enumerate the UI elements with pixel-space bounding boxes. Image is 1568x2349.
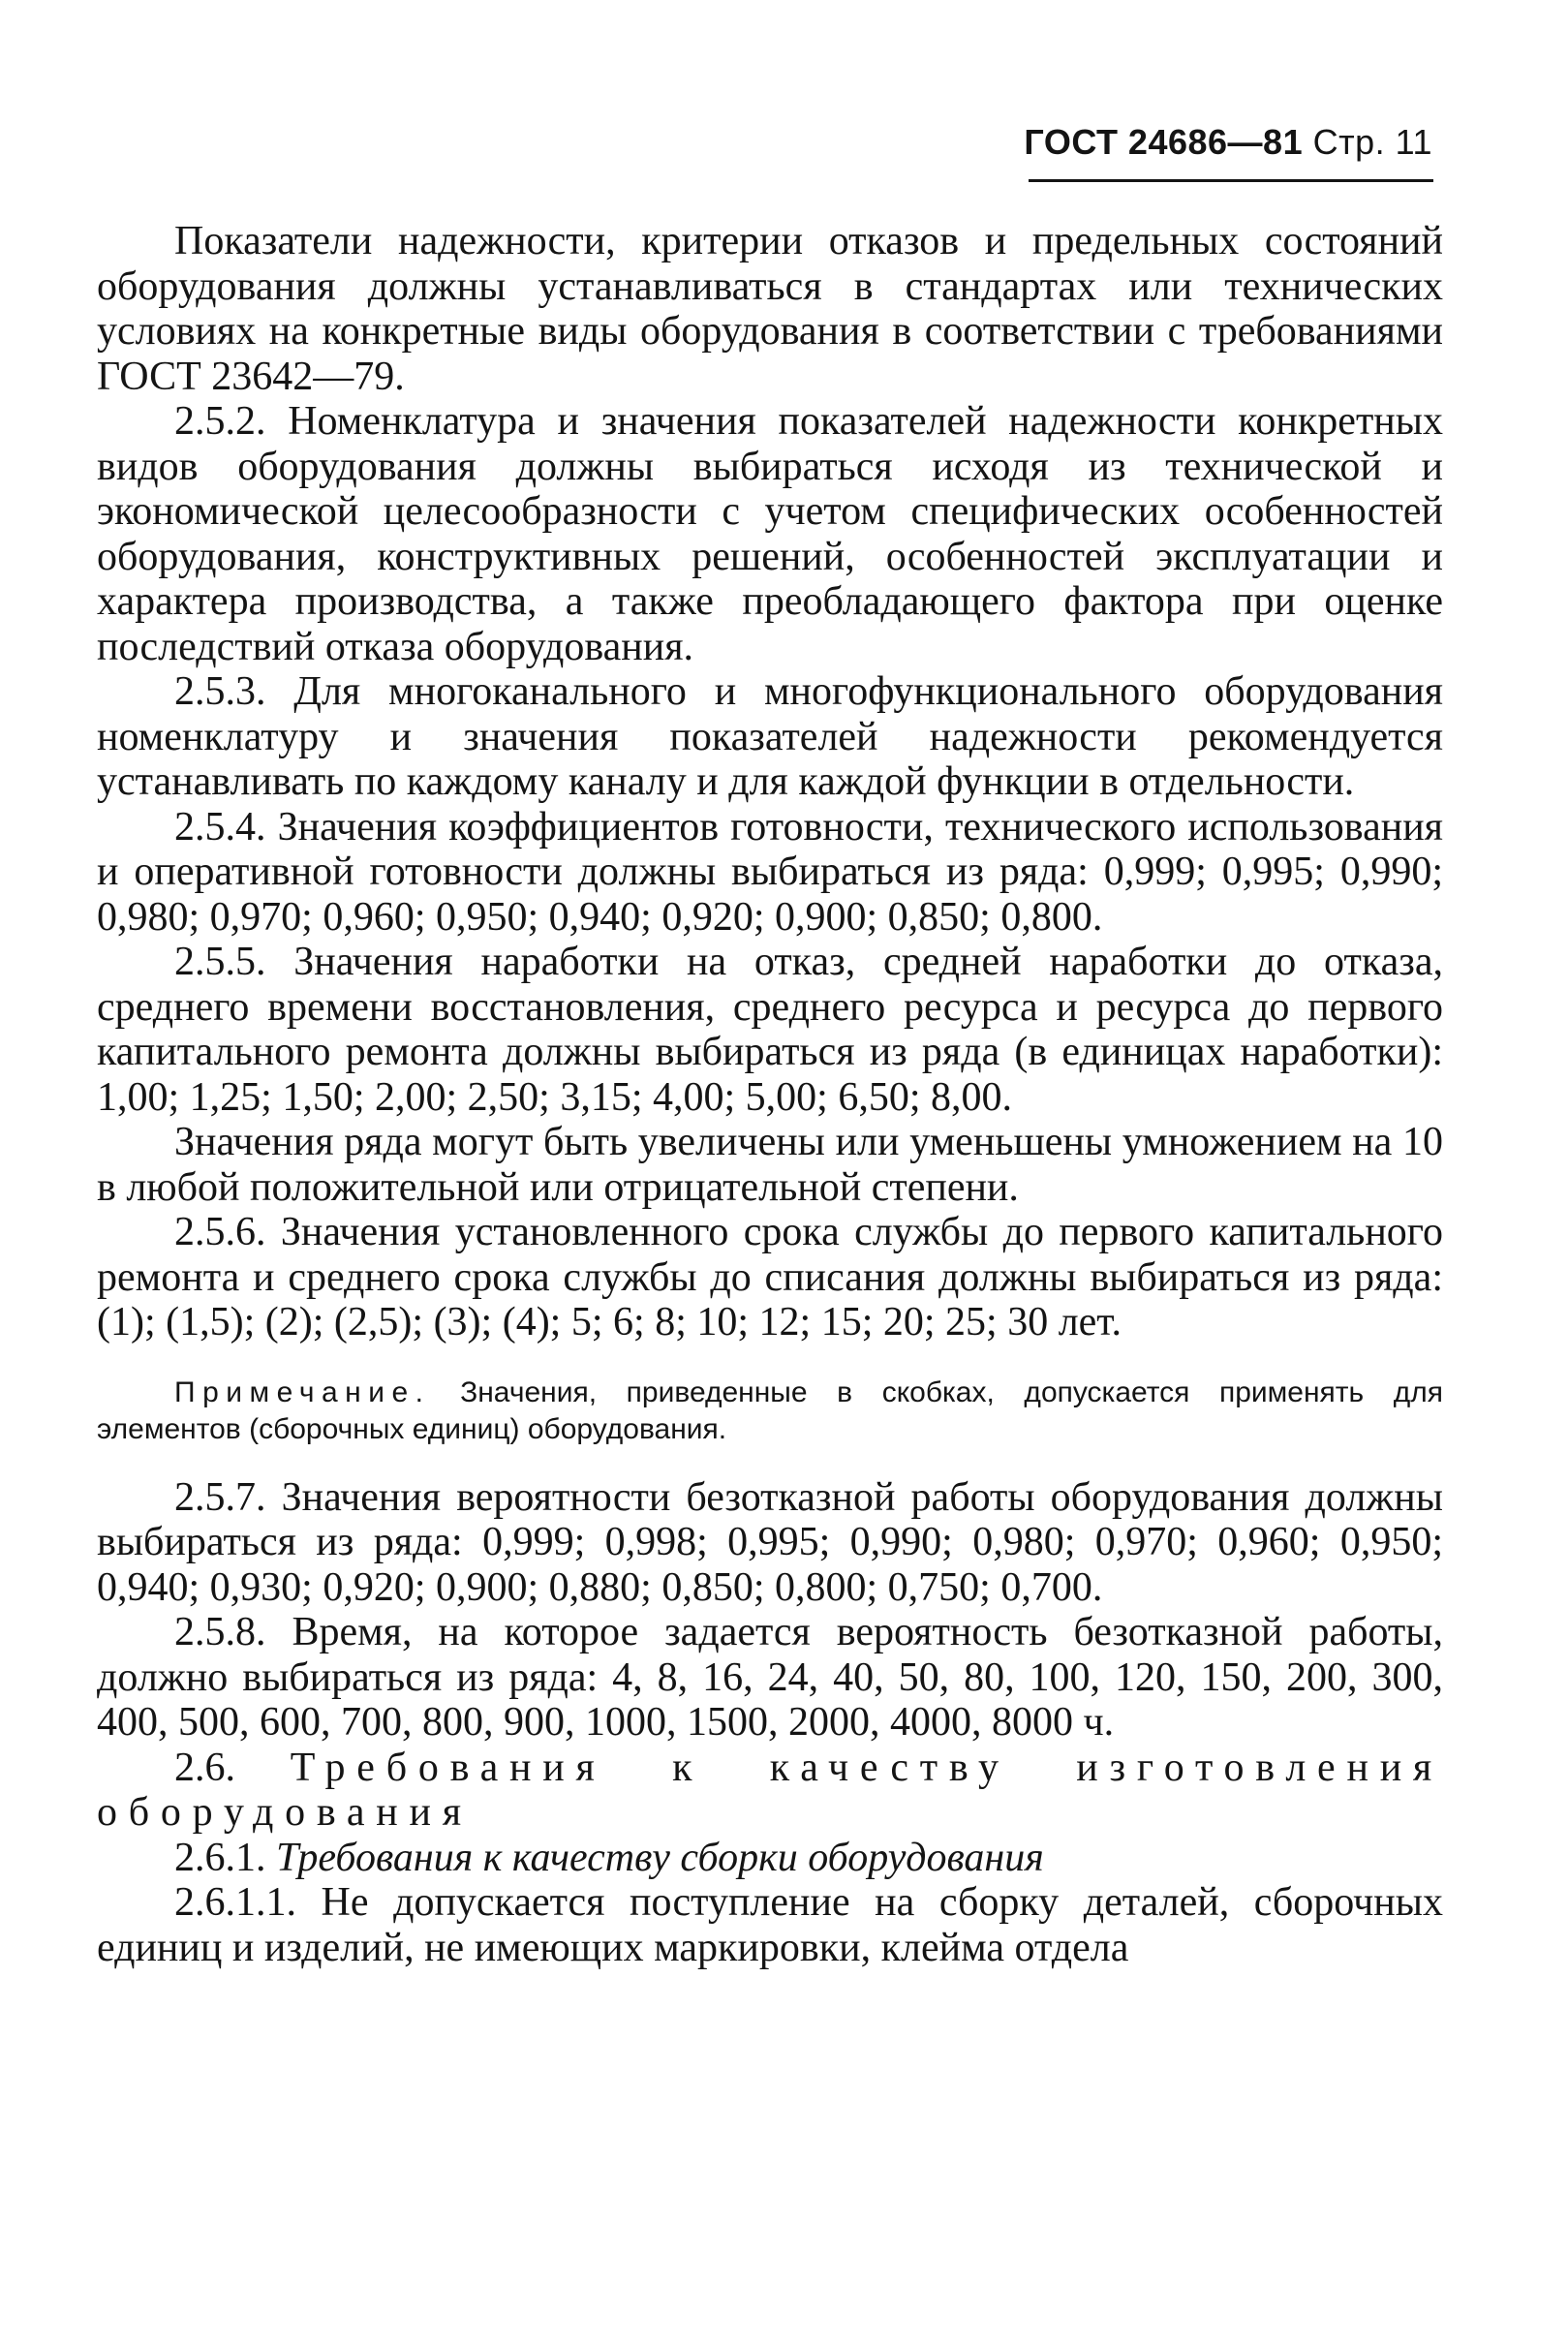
section-title: Требования к качеству изготовления оборудования <box>97 1745 1444 1835</box>
paragraph-series-scaling: Значения ряда могут быть увеличены или уменьшены умножением на 10 в любой положительной или отрицательной степени. <box>97 1120 1443 1210</box>
subsection-number: 2.6.1. <box>174 1835 266 1880</box>
paragraph-2-5-3: 2.5.3. Для многоканального и многофункционального оборудования номенклатуру и значения показателей надежности рекомендуется устанавливать по каждому каналу и для каждой функции в отдельности. <box>97 669 1443 804</box>
paragraph-2-5-2: 2.5.2. Номенклатура и значения показателей надежности конкретных видов оборудования должны выбираться исходя из технической и экономической целесообразности с учетом специфических особенностей оборудования, конструктивных решений, особенностей эксплуатации и характера производства, а также преобладающего фактора при оценке последствий отказа оборудования. <box>97 399 1443 669</box>
paragraph-2-6-1-1: 2.6.1.1. Не допускается поступление на сборку деталей, сборочных единиц и изделий, не имеющих маркировки, клейма отдела <box>97 1880 1443 1970</box>
paragraph-2-5-6: 2.5.6. Значения установленного срока службы до первого капитального ремонта и среднего срока службы до списания должны выбираться из ряда: (1); (1,5); (2); (2,5); (3); (4); 5; 6; 8; 10; 12; 15; 20; 25; 30 лет. <box>97 1210 1443 1344</box>
note-text: Значения, приведенные в скобках, допускается применять для элементов (сборочных единиц) оборудования. <box>97 1375 1443 1445</box>
running-header <box>1024 122 1432 163</box>
header-rule <box>1029 179 1433 182</box>
paragraph-2-5-4: 2.5.4. Значения коэффициентов готовности, технического использования и оперативной готовности должны выбираться из ряда: 0,999; 0,995; 0,990; 0,980; 0,970; 0,960; 0,950; 0,940; 0,920; 0,900; 0,850; 0,800. <box>97 804 1443 940</box>
section-heading-2-6 <box>97 1746 1443 1836</box>
paragraph-reliability-indicators: Показатели надежности, критерии отказов и предельных состояний оборудования должны устанавливаться в стандартах или технических условиях на конкретные виды оборудования в соответствии с требованиями ГОСТ 23642—79. <box>97 219 1443 399</box>
page-number: Стр. 11 <box>1312 122 1432 162</box>
note <box>97 1375 1443 1448</box>
section-number: 2.6. <box>174 1745 235 1790</box>
subsection-title: Требования к качеству сборки оборудования <box>276 1835 1044 1880</box>
note-label: Примечание. <box>174 1375 431 1408</box>
document-body <box>97 219 1443 1970</box>
standard-code: ГОСТ 24686—81 <box>1024 122 1304 162</box>
paragraph-2-5-7: 2.5.7. Значения вероятности безотказной работы оборудования должны выбираться из ряда: 0,999; 0,998; 0,995; 0,990; 0,980; 0,970; 0,960; 0,950; 0,940; 0,930; 0,920; 0,900; 0,880; 0,850; 0,800; 0,750; 0,700. <box>97 1474 1443 1610</box>
subsection-heading-2-6-1 <box>97 1836 1443 1881</box>
paragraph-2-5-8: 2.5.8. Время, на которое задается вероятность безотказной работы, должно выбираться из ряда: 4, 8, 16, 24, 40, 50, 80, 100, 120, 150, 200, 300, 400, 500, 600, 700, 800, 900, 1000, 1500, 2000, 4000, 8000 ч. <box>97 1610 1443 1745</box>
paragraph-2-5-5: 2.5.5. Значения наработки на отказ, средней наработки до отказа, среднего времени восстановления, среднего ресурса и ресурса до первого капитального ремонта должны выбираться из ряда (в единицах наработки): 1,00; 1,25; 1,50; 2,00; 2,50; 3,15; 4,00; 5,00; 6,50; 8,00. <box>97 940 1443 1120</box>
